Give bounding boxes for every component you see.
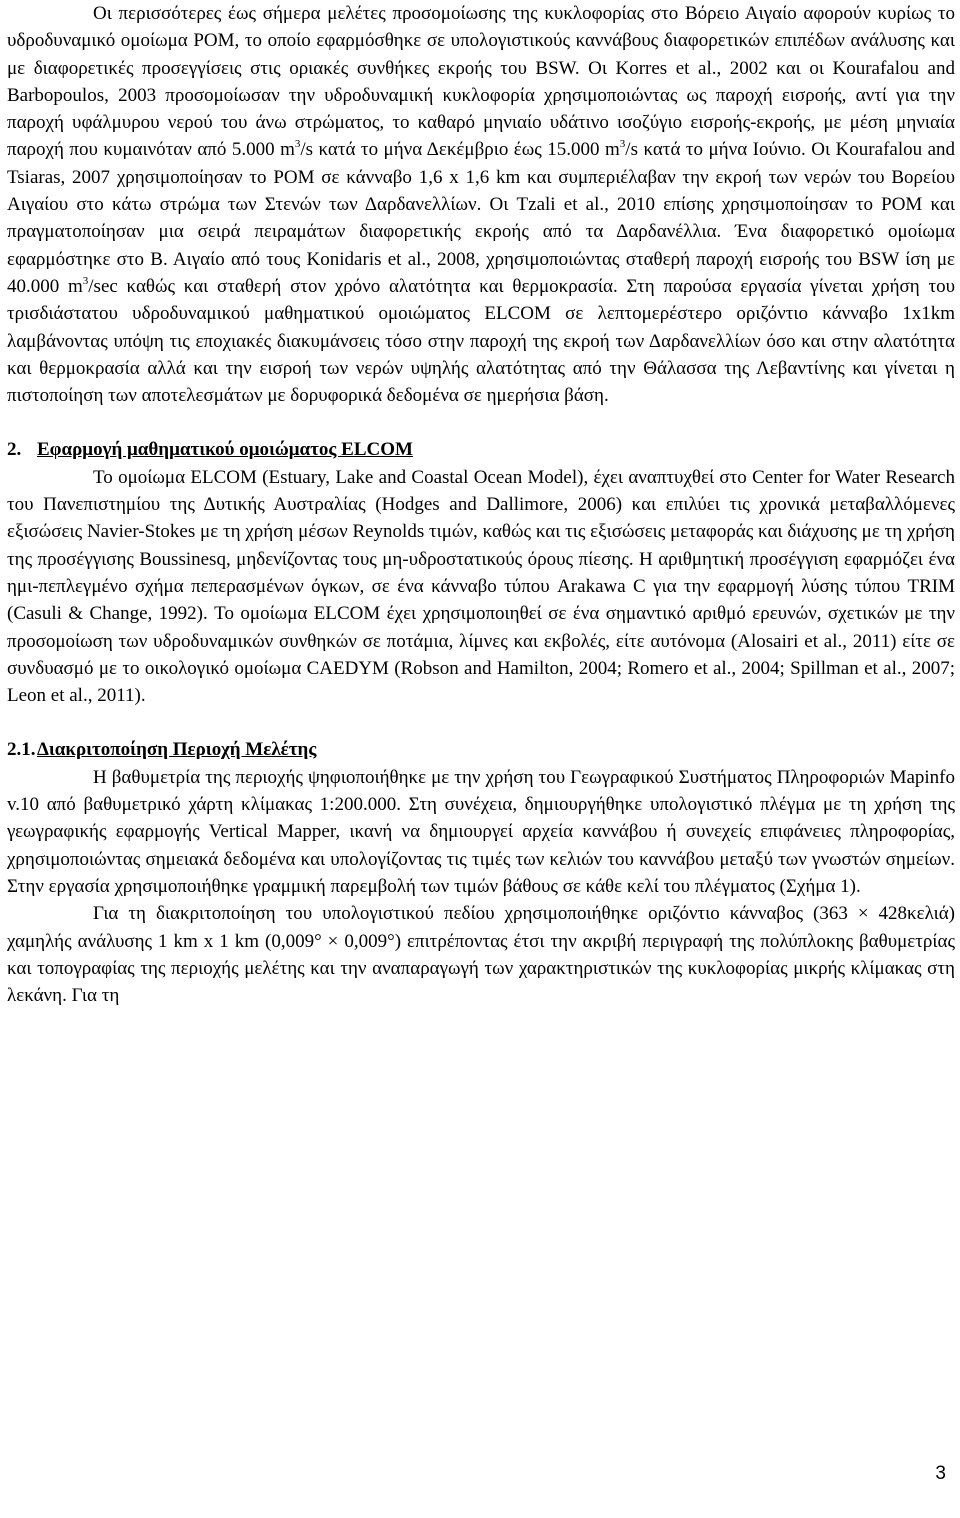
- section-2-1-heading: [7, 736, 955, 763]
- section-2-1-number: 2.1.: [7, 739, 36, 761]
- document-page: [7, 0, 955, 1009]
- section-2-1-title: Διακριτοποίηση Περιοχή Μελέτης: [37, 739, 317, 761]
- section-2-heading: [7, 436, 955, 463]
- section-2-title: Εφαρμογή μαθηματικού ομοιώματος ELCOM: [37, 439, 413, 461]
- intro-paragraph: Οι περισσότερες έως σήμερα μελέτες προσομοίωσης της κυκλοφορίας στο Βόρειο Αιγαίο αφορούν κυρίως το υδροδυναμικό ομοίωμα POM, το οποίο εφαρμόσθηκε σε υπολογιστικούς καννάβους διαφορετικών επιπέδων ανάλυσης και με διαφορετικές προσεγγίσεις στις οριακές συνθήκες εκροής του BSW. Οι Korres et al., 2002 και οι Kourafalou and Barbopoulos, 2003 προσομοίωσαν την υδροδυναμική κυκλοφορία χρησιμοποιώντας ως παροχή εισροής, αντί για την παροχή υφάλμυρου νερού του άνω στρώματος, το καθαρό μηνιαίο υδάτινο ισοζύγιο εισροής-εκροής, με μέση μηνιαία παροχή που κυμαινόταν από 5.000 $m^3/s$ κατά το μήνα Δεκέμβριο έως 15.000 $m^3/s$ κατά το μήνα Ιούνιο. Οι Kourafalou and Tsiaras, 2007 χρησιμοποίησαν το POM σε κάνναβο 1,6 x 1,6 km και συμπεριέλαβαν την εκροή των νερών του Βορείου Αιγαίου στο κάτω στρώμα των Στενών των Δαρδανελλίων. Οι Tzali et al., 2010 επίσης χρησιμοποίησαν το POM και πραγματοποίησαν μια σειρά πειραμάτων διαφορετικής εκροής από τα Δαρδανέλλια. Ένα διαφορετικό ομοίωμα εφαρμόστηκε στο Β. Αιγαίο από τους Konidaris et al., 2008, χρησιμοποιώντας σταθερή παροχή εισροής του BSW ίση με 40.000 $m^3/\sec$ καθώς και σταθερή στον χρόνο αλατότητα και θερμοκρασία. Στη παρούσα εργασία γίνεται χρήση του τρισδιάστατου υδροδυναμικού μαθηματικού ομοιώματος ELCOM σε λεπτομερέστερο οριζόντιο κάνναβο 1x1km λαμβάνοντας υπόψη τις εποχιακές διακυμάνσεις τόσο στην παροχή της εκροή των Δαρδανελλίων όσο και στην αλατότητα και θερμοκρασία αλλά και την εισροή των νερών υψηλής αλατότητας από την Θάλασσα της Λεβαντίνης και γίνεται η πιστοποίηση των αποτελεσμάτων με δορυφορικά δεδομένα σε ημερήσια βάση.: [7, 3, 956, 407]
- section-2-number: 2.: [7, 439, 22, 461]
- section-2-paragraph: Το ομοίωμα ELCOM (Estuary, Lake and Coastal Ocean Model), έχει αναπτυχθεί στο Center for Water Research του Πανεπιστημίου της Δυτικής Αυστραλίας (Hodges and Dallimore, 2006) και επιλύει τις χρονικά μεταβαλλόμενες εξισώσεις Navier-Stokes με τη χρήση μέσων Reynolds τιμών, καθώς και τις εξισώσεις μεταφοράς και διάχυσης με τη χρήση της προσέγγισης Boussinesq, μηδενίζοντας τους μη-υδροστατικούς όρους πίεσης. Η αριθμητική προσέγγιση εφαρμόζει ένα ημι-πεπλεγμένο σχήμα πεπερασμένων όγκων, σε ένα κάνναβο τύπου Arakawa C για την εφαρμογή λύσης τύπου TRIM (Casuli & Change, 1992). Το ομοίωμα ELCOM έχει χρησιμοποιηθεί σε ένα σημαντικό αριθμό ερευνών, σχετικών με την προσομοίωση των υδροδυναμικών συνθηκών σε ποτάμια, λίμνες και εκβολές, είτε αυτόνομα (Alosairi et al., 2011) είτε σε συνδυασμό με το οικολογικό ομοίωμα CAEDYM (Robson and Hamilton, 2004; Romero et al., 2004; Spillman et al., 2007; Leon et al., 2011).: [7, 466, 955, 707]
- section-2-1-paragraph-2: Για τη διακριτοποίηση του υπολογιστικού πεδίου χρησιμοποιήθηκε οριζόντιο κάνναβος (363 × 428κελιά) χαμηλής ανάλυσης 1 km x 1 km (0,009° × 0,009°) επιτρέποντας έτσι την ακριβή περιγραφή της πολύπλοκης βαθυμετρίας και τοπογραφίας της περιοχής μελέτης και την αναπαραγωγή των χαρακτηριστικών της κυκλοφορίας μικρής κλίμακας στη λεκάνη. Για τη: [7, 903, 955, 1007]
- section-2-1-paragraph-1: Η βαθυμετρία της περιοχής ψηφιοποιήθηκε με την χρήση του Γεωγραφικού Συστήματος Πληροφοριών Mapinfo v.10 από βαθυμετρικό χάρτη κλίμακας 1:200.000. Στη συνέχεια, δημιουργήθηκε υπολογιστικό πλέγμα με τη χρήση της γεωγραφικής εφαρμογής Vertical Mapper, ικανή να δημιουργεί αρχεία καννάβου ή συνεχείς επιφάνειες πληροφορίας, χρησιμοποιώντας σημειακά δεδομένα και υπολογίζοντας τις τιμές των κελιών του καννάβου μεταξύ των γνωστών σημείων. Στην εργασία χρησιμοποιήθηκε γραμμική παρεμβολή των τιμών βάθους σε κάθε κελί του πλέγματος (Σχήμα 1).: [7, 766, 955, 897]
- page-number: 3: [935, 1463, 946, 1484]
